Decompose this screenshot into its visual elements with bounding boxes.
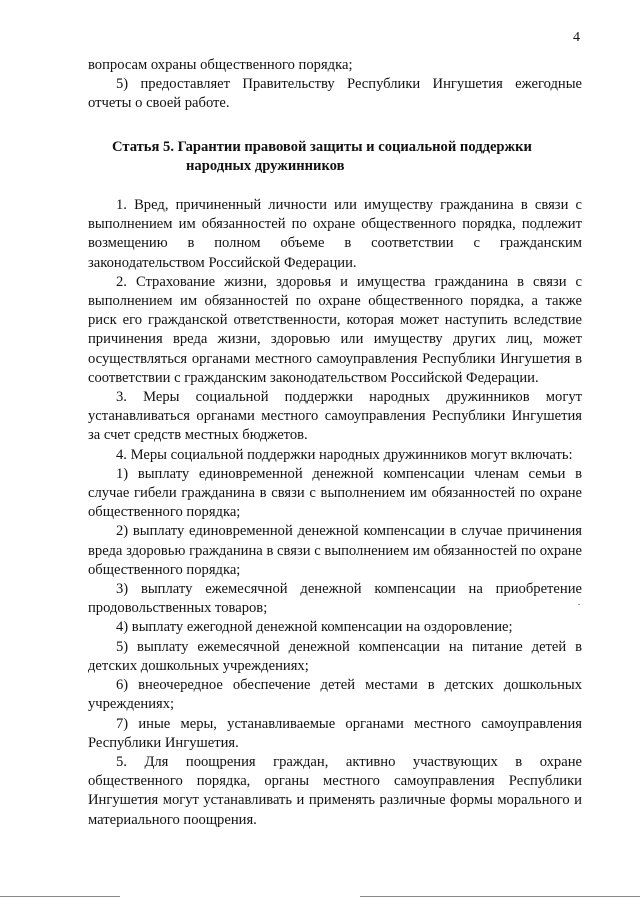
article-heading [88,138,582,176]
article-heading-line-2: народных дружинников [186,157,345,174]
scan-artifact-line-left [0,896,120,897]
scan-artifact-line-right [360,896,640,897]
intro-continuation: вопросам охраны общественного порядка; [88,57,353,73]
measure-item-2: 2) выплату единовременной денежной компенсации в случае причинения вреда здоровью гражданина в связи с выполнением им обязанностей по охране общественного порядка; [88,523,582,578]
article-paragraph-4: 4. Меры социальной поддержки народных дружинников могут включать: [116,446,573,463]
measure-item-1: 1) выплату единовременной денежной компенсации членам семьи в случае гибели гражданина в связи с выполнением им обязанностей по охране общественного порядка; [88,465,582,521]
measure-item-5: 5) выплату ежемесячной денежной компенсации на питание детей в детских дошкольных учреждениях; [88,638,582,674]
document-body [88,56,582,830]
intro-item-5: 5) предоставляет Правительству Республики Ингушетия ежегодные отчеты о своей работе. [88,76,582,112]
measure-item-3: 3) выплату ежемесячной денежной компенсации на приобретение продовольственных товаров; [88,581,582,617]
measure-item-4: 4) выплату ежегодной денежной компенсации на оздоровление; [116,619,513,636]
page-number: 4 [573,30,580,45]
article-heading-line-1: Статья 5. Гарантии правовой защиты и социальной поддержки [112,138,532,155]
measure-item-7: 7) иные меры, устанавливаемые органами местного самоуправления Республики Ингушетия. [88,715,582,751]
article-paragraph-3: 3. Меры социальной поддержки народных дружинников могут устанавливаться органами местного самоуправления Республики Ингушетия за счет средств местных бюджетов. [88,389,582,444]
measure-item-6: 6) внеочередное обеспечение детей местами в детских дошкольных учреждениях; [88,677,582,713]
scan-artifact-dot [578,604,580,605]
article-paragraph-1: 1. Вред, причиненный личности или имуществу гражданина в связи с выполнением им обязанностей по охране общественного порядка, подлежит возмещению в полном объеме в соответствии с гражданским законодательством Российской Федерации. [88,197,582,271]
article-final-paragraph: 5. Для поощрения граждан, активно участвующих в охране общественного порядка, органы местного самоуправления Республики Ингушетия могут устанавливать и применять различные формы морального и материального поощрения. [88,753,582,828]
article-paragraph-2: 2. Страхование жизни, здоровья и имущества гражданина в связи с выполнением им обязанностей по охране общественного порядка, а также риск его гражданской ответственности, которая может наступить вследствие причинения вреда жизни, здоровью или имуществу других лиц, может осуществляться органами местного самоуправления Республики Ингушетия в соответствии с гражданским законодательством Российской Федерации. [88,273,582,386]
